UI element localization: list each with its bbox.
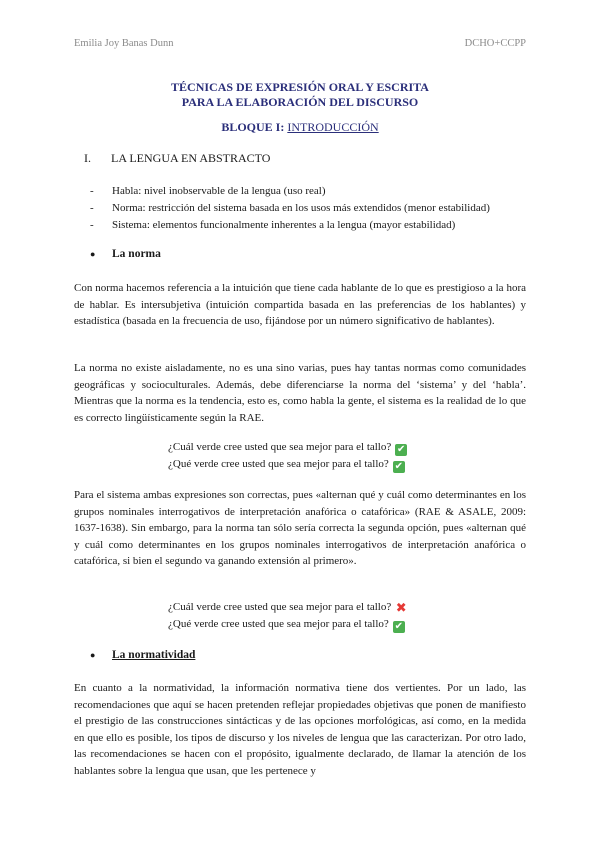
- check-icon: ✔: [394, 621, 403, 632]
- cross-icon: ✖: [395, 601, 407, 616]
- section-title: LA LENGUA EN ABSTRACTO: [111, 151, 271, 165]
- title-line-2: PARA LA ELABORACIÓN DEL DISCURSO: [181, 95, 419, 109]
- block-title: [74, 120, 526, 135]
- header-author: Emilia Joy Banas Dunn: [74, 38, 174, 49]
- document-title: [74, 80, 526, 110]
- example-line: ¿Qué verde cree usted que sea mejor para el tallo? ✔: [168, 618, 403, 632]
- example-line: ¿Cuál verde cree usted que sea mejor para el tallo? ✔: [168, 441, 406, 455]
- bullet-heading-norma: ● La norma: [90, 248, 161, 260]
- paragraph-1: Con norma hacemos referencia a la intuición que tiene cada hablante de lo que es prestigioso a la hora de hablar. Es intersubjetiva (intuición compartida basada en las preferencias de los hablantes) y estadística (basada en la frecuencia de uso, fijándose por un número significativo de hablantes).: [74, 282, 526, 327]
- header-course: DCHO+CCPP: [464, 38, 526, 49]
- paragraph-4: En cuanto a la normatividad, la información normativa tiene dos vertientes. Por un lado, las recomendaciones que aquí se hacen pretenden reflejar propiedades objetivas que ponen de manifiesto el prestigio de las construcciones sintácticas y de las opciones morfológicas, así como, en la medida en que ello es posible, los tipos de discurso y los niveles de lengua que las caracterizan. Por otro lado, las recomendaciones se hacen con el propósito, igualmente declarado, de llamar la atención de los hablantes sobre la lengua que usan, que les pertenece y: [74, 682, 526, 777]
- check-icon: ✔: [394, 461, 403, 472]
- list-item: - Sistema: elementos funcionalmente inherentes a la lengua (mayor estabilidad): [90, 219, 456, 231]
- example-line: ¿Qué verde cree usted que sea mejor para el tallo? ✔: [168, 458, 403, 472]
- block-label: BLOQUE I:: [221, 120, 285, 134]
- bullet-dot: ●: [90, 249, 96, 259]
- title-line-1: TÉCNICAS DE EXPRESIÓN ORAL Y ESCRITA: [171, 80, 429, 94]
- list-item: - Norma: restricción del sistema basada en los usos más extendidos (menor estabilidad): [90, 202, 490, 214]
- bullet-dot: ●: [90, 650, 96, 660]
- paragraph-2: La norma no existe aisladamente, no es una sino varias, pues hay tantas normas como comunidades geográficas y socioculturales. Además, debe diferenciarse la norma del ‘sistema’ y del ‘habla’. Mientras que la norma es la tendencia, esto es, como habla la gente, el sistema es la realidad de lo que es correcto lingüísticamente según la RAE.: [74, 362, 526, 424]
- bullet-heading-normatividad: ● La normatividad: [90, 649, 196, 661]
- example-line: ¿Cuál verde cree usted que sea mejor para el tallo? ✖: [168, 601, 407, 616]
- levels-list: [90, 183, 540, 234]
- section-number: I.: [84, 151, 91, 165]
- section-heading: [84, 151, 270, 166]
- paragraph-3: Para el sistema ambas expresiones son correctas, pues «alternan qué y cuál como determinantes en los grupos nominales interrogativos de interpretación anafórica o catafórica» (RAE & ASALE, 2009: 1637-1638). Sin embargo, para la norma tan sólo sería correcta la segunda opción, pues «alternan qué y cuál como determinantes en los grupos nominales interrogativos de interpretación anafórica o catafórica, si bien el segundo va ganando extensión al primero».: [74, 489, 526, 567]
- check-icon: ✔: [397, 444, 406, 455]
- page-header: [74, 38, 526, 52]
- block-name: INTRODUCCIÓN: [287, 120, 379, 134]
- list-item: - Habla: nivel inobservable de la lengua (uso real): [90, 185, 326, 197]
